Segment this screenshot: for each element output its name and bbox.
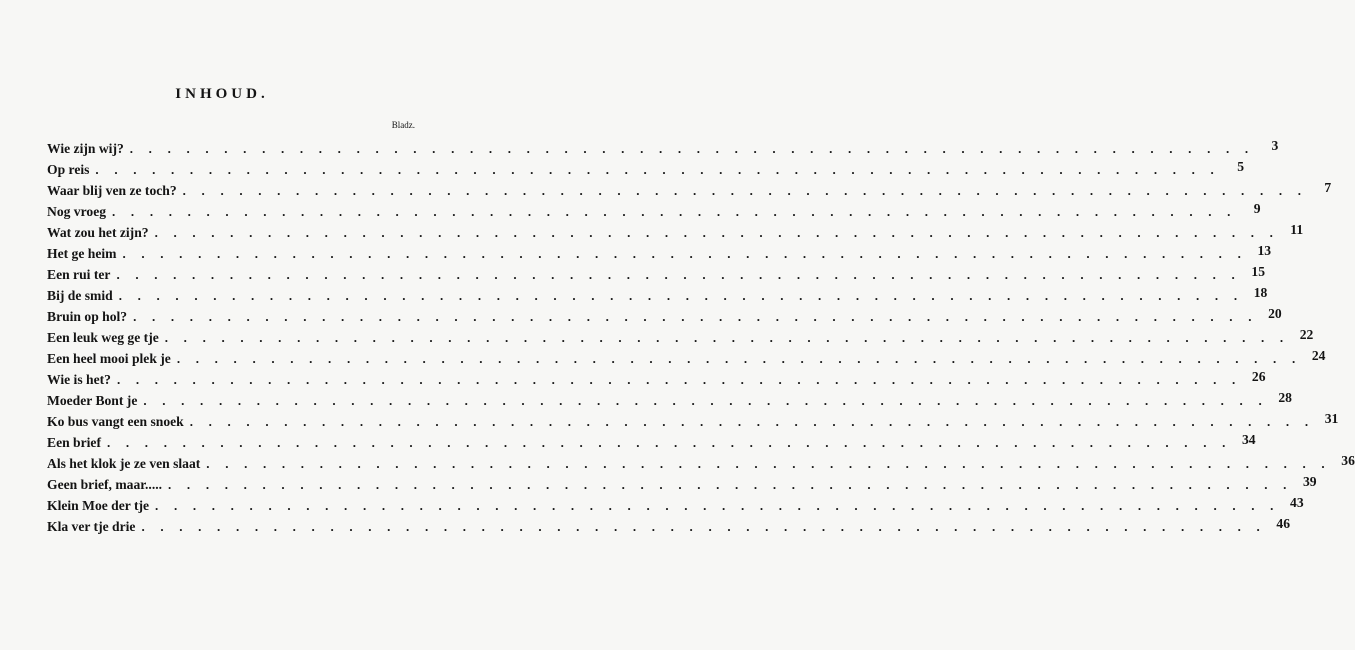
toc-entry-title: Geen brief, maar..... [47, 477, 163, 492]
toc-entry [47, 493, 1304, 514]
toc-entry-title: Moeder Bont je [47, 393, 138, 408]
toc-entry-page: 5 [1237, 159, 1244, 174]
toc-entry [47, 241, 1272, 262]
toc-entry [47, 409, 1339, 430]
toc-entry-page: 31 [1324, 411, 1339, 426]
toc-entry [47, 325, 1314, 346]
toc-entry [47, 367, 1266, 388]
toc-dot-leader: . . . . . . . . . . . . . . . . . . . . . . . . . . . . . . . . . . . . . . . . . . . . . . . . . . . . . . . . . . . . [107, 435, 1232, 450]
toc-entry-page: 13 [1257, 243, 1272, 258]
toc-entry-title: Wie zijn wij? [47, 141, 124, 156]
toc-dot-leader: . . . . . . . . . . . . . . . . . . . . . . . . . . . . . . . . . . . . . . . . . . . . . . . . . . . . . . . . . . . . [112, 204, 1237, 219]
toc-dot-leader: . . . . . . . . . . . . . . . . . . . . . . . . . . . . . . . . . . . . . . . . . . . . . . . . . . . . . . . . . . . . [122, 246, 1248, 261]
toc-dot-leader: . . . . . . . . . . . . . . . . . . . . . . . . . . . . . . . . . . . . . . . . . . . . . . . . . . . . . . . . . . . . [95, 162, 1220, 177]
toc-entry-page: 36 [1341, 453, 1355, 468]
toc-dot-leader: . . . . . . . . . . . . . . . . . . . . . . . . . . . . . . . . . . . . . . . . . . . . . . . . . . . . . . . . . . . . [118, 288, 1244, 303]
toc-dot-leader: . . . . . . . . . . . . . . . . . . . . . . . . . . . . . . . . . . . . . . . . . . . . . . . . . . . . . . . . . . . . [168, 477, 1293, 492]
toc-entry [47, 178, 1332, 199]
toc-entry-page: 7 [1324, 180, 1332, 195]
toc-entry-title: Wat zou het zijn? [47, 225, 149, 240]
toc-entry-title: Kla ver tje drie [47, 519, 136, 534]
toc-entry [47, 199, 1261, 220]
toc-dot-leader: . . . . . . . . . . . . . . . . . . . . . . . . . . . . . . . . . . . . . . . . . . . . . . . . . . . . . . . . . . . . [143, 393, 1268, 408]
toc-entry-title: Een rui ter [47, 267, 111, 282]
table-of-contents [47, 136, 1355, 535]
toc-entry-page: 3 [1271, 138, 1279, 153]
toc-dot-leader: . . . . . . . . . . . . . . . . . . . . . . . . . . . . . . . . . . . . . . . . . . . . . . . . . . . . . . . . . . . . [116, 267, 1241, 282]
toc-dot-leader: . . . . . . . . . . . . . . . . . . . . . . . . . . . . . . . . . . . . . . . . . . . . . . . . . . . . . . . . . . . . [116, 372, 1242, 387]
toc-entry-title: Klein Moe der tje [47, 498, 150, 513]
toc-entry [47, 514, 1291, 535]
toc-entry-page: 9 [1253, 201, 1261, 216]
toc-entry-title: Een brief [47, 435, 101, 450]
toc-dot-leader: . . . . . . . . . . . . . . . . . . . . . . . . . . . . . . . . . . . . . . . . . . . . . . . . . . . . . . . . . . . . [206, 456, 1331, 471]
toc-entry [47, 220, 1304, 241]
toc-entry-page: 20 [1268, 306, 1282, 321]
toc-entry-page: 28 [1278, 390, 1292, 405]
toc-dot-leader: . . . . . . . . . . . . . . . . . . . . . . . . . . . . . . . . . . . . . . . . . . . . . . . . . . . . . . . . . . . . [154, 225, 1280, 240]
toc-entry-title: Bij de smid [47, 288, 113, 303]
toc-entry [47, 262, 1265, 283]
toc-entry [47, 346, 1326, 367]
toc-entry-title: Wie is het? [47, 372, 111, 387]
toc-dot-leader: . . . . . . . . . . . . . . . . . . . . . . . . . . . . . . . . . . . . . . . . . . . . . . . . . . . . . . . . . . . . [176, 351, 1302, 366]
toc-entry-page: 43 [1290, 495, 1304, 510]
toc-dot-leader: . . . . . . . . . . . . . . . . . . . . . . . . . . . . . . . . . . . . . . . . . . . . . . . . . . . . . . . . . . . . [189, 414, 1315, 429]
toc-entry-page: 34 [1241, 432, 1256, 447]
toc-entry-title: Bruin op hol? [47, 309, 128, 324]
toc-dot-leader: . . . . . . . . . . . . . . . . . . . . . . . . . . . . . . . . . . . . . . . . . . . . . . . . . . . . . . . . . . . . [133, 309, 1258, 324]
toc-entry [47, 430, 1256, 451]
toc-entry-title: Een leuk weg ge tje [47, 330, 159, 345]
toc-entry [47, 157, 1244, 178]
toc-entry-title: Een heel mooi plek je [47, 351, 171, 366]
toc-entry-title: Op reis [47, 162, 90, 177]
toc-entry [47, 283, 1268, 304]
toc-entry-page: 26 [1251, 369, 1266, 384]
toc-entry-page: 46 [1276, 516, 1291, 531]
toc-entry-page: 18 [1253, 285, 1268, 300]
toc-entry-title: Ko bus vangt een snoek [47, 414, 184, 429]
toc-entry-title: Als het klok je ze ven slaat [47, 456, 201, 471]
toc-entry-title: Nog vroeg [47, 204, 107, 219]
toc-dot-leader: . . . . . . . . . . . . . . . . . . . . . . . . . . . . . . . . . . . . . . . . . . . . . . . . . . . . . . . . . . . . [164, 330, 1290, 345]
toc-entry [47, 451, 1355, 472]
toc-dot-leader: . . . . . . . . . . . . . . . . . . . . . . . . . . . . . . . . . . . . . . . . . . . . . . . . . . . . . . . . . . . . [141, 519, 1267, 534]
toc-entry-page: 15 [1251, 264, 1265, 279]
toc-dot-leader: . . . . . . . . . . . . . . . . . . . . . . . . . . . . . . . . . . . . . . . . . . . . . . . . . . . . . . . . . . . . [182, 183, 1308, 198]
toc-entry-page: 39 [1303, 474, 1317, 489]
toc-dot-leader: . . . . . . . . . . . . . . . . . . . . . . . . . . . . . . . . . . . . . . . . . . . . . . . . . . . . . . . . . . . . [155, 498, 1280, 513]
toc-entry-page: 24 [1311, 348, 1326, 363]
page-title: INHOUD. [175, 86, 269, 102]
toc-entry-page: 22 [1299, 327, 1314, 342]
page-column-label: Bladz. [391, 120, 415, 130]
toc-entry [47, 472, 1317, 493]
toc-entry [47, 388, 1292, 409]
toc-entry-title: Waar blij ven ze toch? [47, 183, 177, 198]
toc-entry [47, 136, 1279, 157]
toc-entry-page: 11 [1290, 222, 1304, 237]
toc-dot-leader: . . . . . . . . . . . . . . . . . . . . . . . . . . . . . . . . . . . . . . . . . . . . . . . . . . . . . . . . . . . . [129, 141, 1255, 156]
toc-entry-title: Het ge heim [47, 246, 117, 261]
toc-entry [47, 304, 1282, 325]
